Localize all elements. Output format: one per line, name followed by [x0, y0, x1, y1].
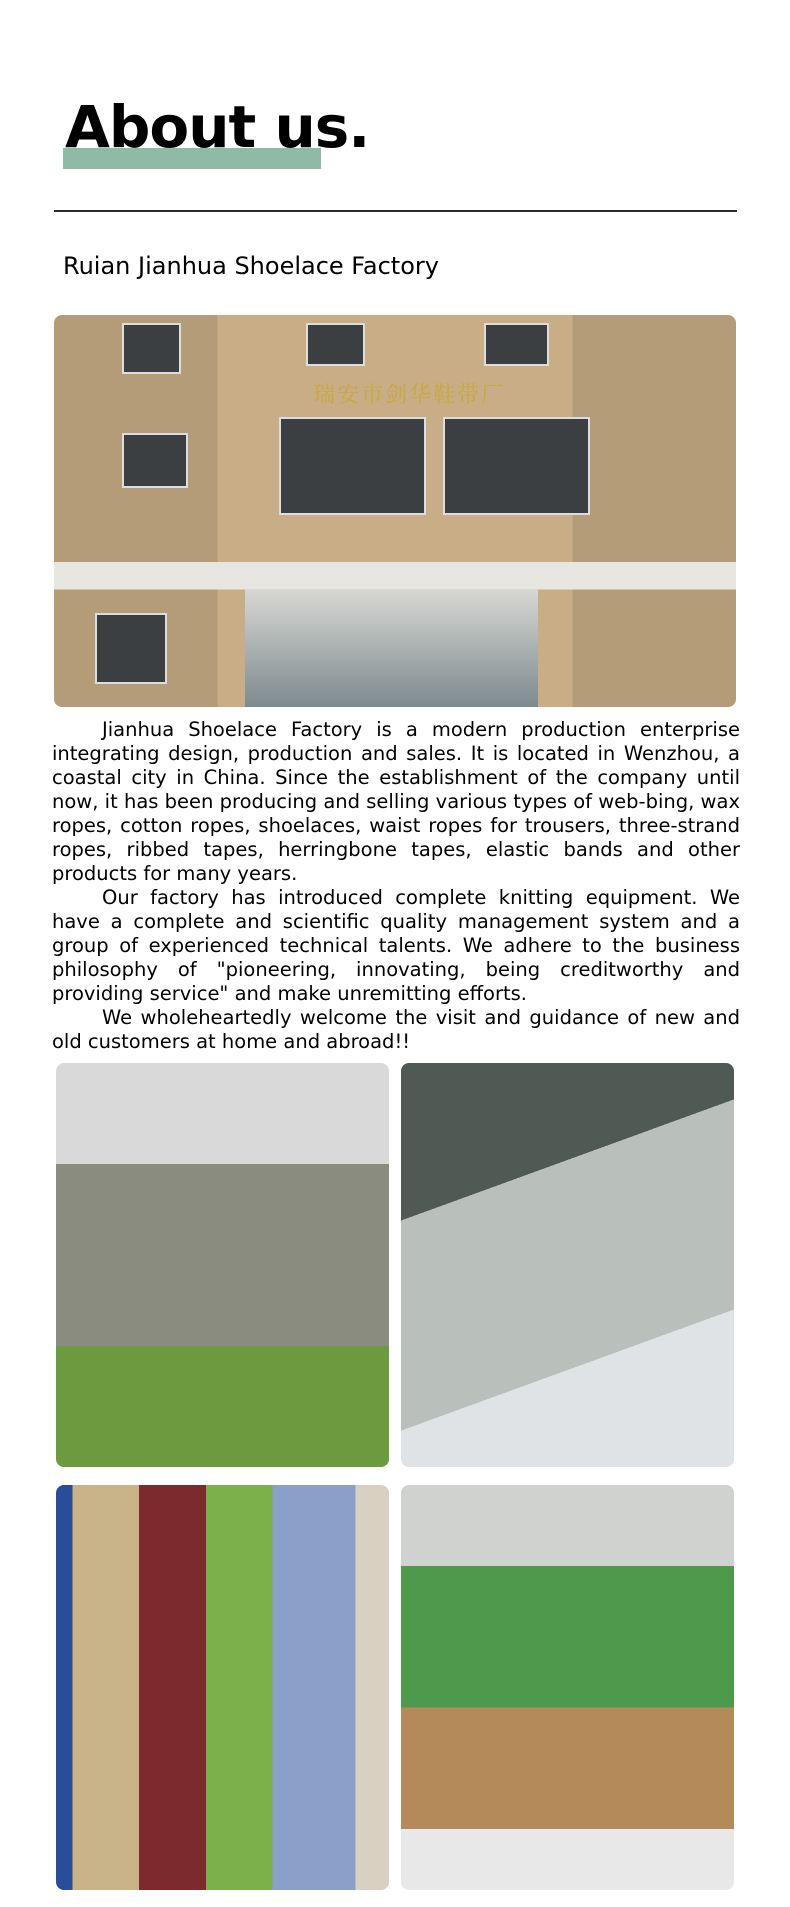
- company-name: Ruian Jianhua Shoelace Factory: [63, 252, 439, 280]
- yarn-spool-machine-photo: [56, 1063, 389, 1467]
- divider: [54, 210, 737, 212]
- braiding-machine-closeup-photo: [401, 1063, 734, 1467]
- paragraph: Jianhua Shoelace Factory is a modern production enterprise integrating design, production and sales. It is located in Wenzhou, a coastal city in China. Since the establishment of the company until now, it has been producing and selling various types of web-bing, wax ropes, cotton ropes, shoelaces, waist ropes for trousers, three-strand ropes, ribbed tapes, herringbone tapes, elastic bands and other products for many years.: [52, 718, 740, 885]
- production-floor-photo: [401, 1485, 734, 1890]
- paragraph: We wholeheartedly welcome the visit and guidance of new and old customers at home and abroad!!: [52, 1006, 740, 1053]
- warehouse-shelves-photo: [56, 1485, 389, 1890]
- factory-building-photo: [54, 315, 736, 707]
- factory-gate: [245, 589, 538, 707]
- page-title: About us.: [65, 93, 370, 161]
- about-description: [52, 718, 740, 1054]
- paragraph: Our factory has introduced complete knitting equipment. We have a complete and scientific quality management system and a group of experienced technical talents. We adhere to the business philosophy of "pioneering, innovating, being creditworthy and providing service" and make unremitting efforts.: [52, 886, 740, 1005]
- factory-sign: 瑞安市剑华鞋带厂: [313, 381, 506, 407]
